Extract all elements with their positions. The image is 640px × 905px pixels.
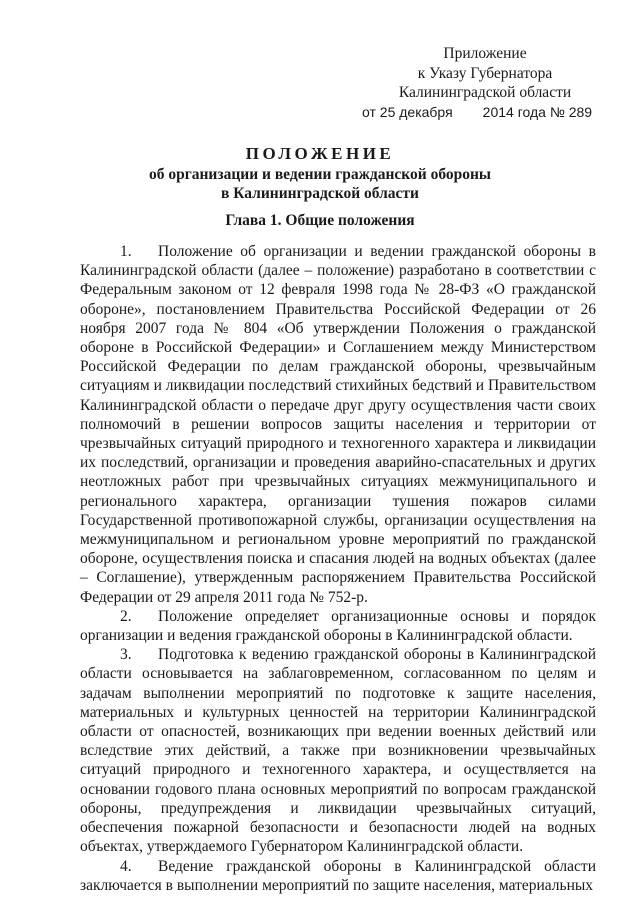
document-title: ПОЛОЖЕНИЕ xyxy=(245,144,395,163)
paragraph-number: 1. xyxy=(120,243,132,260)
paragraph-text: Ведение гражданской обороны в Калининградской области заключается в выполнении мероприятий по защите населения, материальных xyxy=(80,857,596,894)
chapter-heading: Глава 1. Общие положения xyxy=(225,212,415,229)
appendix-date: от 25 декабря xyxy=(362,103,453,120)
appendix-region: Калининградской области xyxy=(398,84,572,101)
paragraph-number: 3. xyxy=(120,646,132,664)
paragraph-text: Подготовка к ведению гражданской обороны в Калининградской области основывается на заблаговременном, согласованном по целям и задачам выполнении мероприятий по подготовке к защите населения, материальных и культурных ценностей на территории Калининградской области от опасностей, возникающих при ведении военных действий или вследствие этих действий, а также при возникновении чрезвычайных ситуаций природного и техногенного характера, и осуществляется на основании годового плана основных мероприятий по вопросам гражданской обороны, предупреждения и ликвидации чрезвычайных ситуаций, обеспечения пожарной безопасности и безопасности людей на водных объектах, утверждаемого Губернатором Калининградской области. xyxy=(80,646,596,856)
appendix-decree-ref: к Указу Губернатора xyxy=(417,64,553,82)
appendix-header xyxy=(360,44,610,122)
paragraph-number: 2. xyxy=(120,607,132,625)
paragraph-3 xyxy=(80,645,596,856)
document-subtitle-line1: об организации и ведении гражданской обороны xyxy=(148,166,492,183)
paragraph-number: 4. xyxy=(120,857,132,875)
document-subtitle-line2: в Калининградской области xyxy=(221,185,419,202)
appendix-year-number: 2014 года № 289 xyxy=(482,103,593,120)
appendix-label: Приложение xyxy=(443,45,527,62)
document-body xyxy=(80,242,596,895)
paragraph-2 xyxy=(80,607,596,645)
paragraph-4 xyxy=(80,857,596,895)
appendix-date-line xyxy=(360,103,610,123)
paragraph-text: Положение об организации и ведении гражданской обороны в Калининградской области (далее – положение) разработано в соответствии с Федеральным законом от 12 февраля 1998 года № 28-ФЗ «О гражданской обороне», постановлением Правительства Российской Федерации от 26 ноября 2007 года № 804 «Об утверждении Положения о гражданской обороне в Российской Федерации» и Соглашением между Министерством Российской Федерации по делам гражданской обороны, чрезвычайным ситуациям и ликвидации последствий стихийных бедствий и Правительством Калининградской области о передаче друг другу осуществления части своих полномочий в решении вопросов защиты населения и территории от чрезвычайных ситуаций природного и техногенного характера и ликвидации их последствий, организации и проведения аварийно-спасательных и других неотложных работ при чрезвычайных ситуациях межмуниципального и регионального характера, организации тушения пожаров силами Государственной противопожарной службы, организации осуществления на межмуниципальном и региональном уровне мероприятий по гражданской обороне, осуществления поиска и спасания людей на водных объектах (далее – Соглашение), утвержденным распоряжением Правительства Российской Федерации от 29 апреля 2011 года № 752-р. xyxy=(80,243,596,606)
document-title-block xyxy=(40,143,600,203)
paragraph-text: Положение определяет организационные основы и порядок организации и ведения гражданской обороны в Калининградской области. xyxy=(80,607,596,645)
paragraph-1 xyxy=(80,242,596,607)
